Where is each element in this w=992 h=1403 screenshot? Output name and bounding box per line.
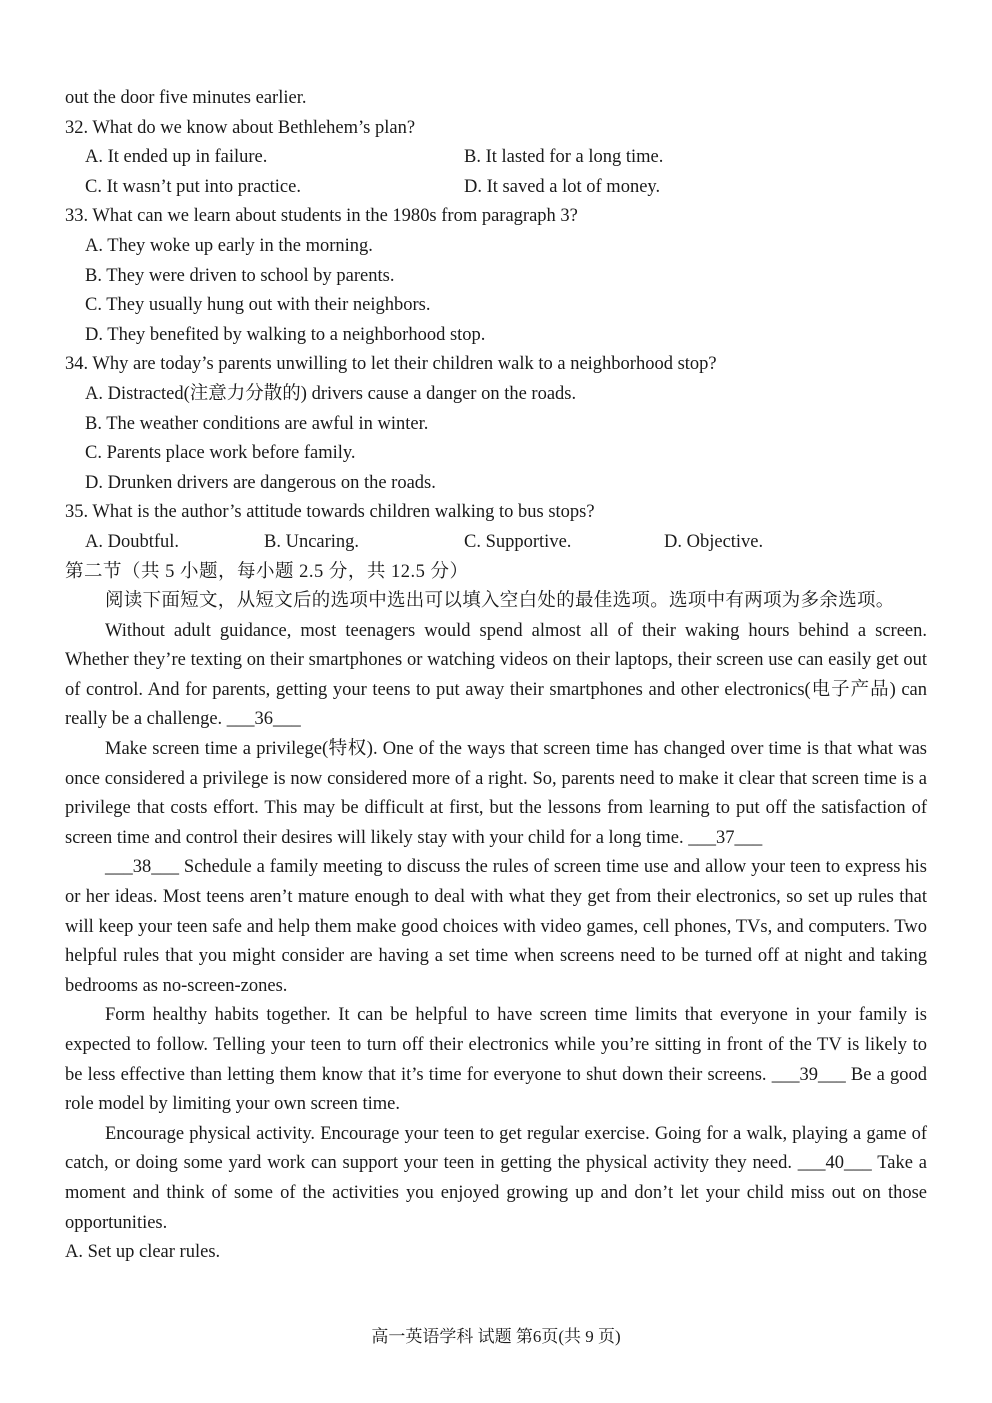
question-35-stem: 35. What is the author’s attitude towards children walking to bus stops? — [65, 502, 595, 523]
passage-paragraph-2: Make screen time a privilege(特权). One of the ways that screen time has changed over time is that what was once considered a privilege is now considered more of a right. So, parents need to make it clear that screen time is a privilege that costs effort. This may be difficult at first, but the lessons from learning to put off the satisfaction of screen time and control their desires will likely stay with your child for a long time. ___37___ — [65, 739, 927, 848]
option-33-b: B. They were driven to school by parents. — [85, 265, 395, 286]
question-35-options-row — [65, 528, 927, 558]
option-35-c: C. Supportive. — [464, 531, 572, 552]
passage-paragraph-4: Form healthy habits together. It can be helpful to have screen time limits that everyone in your family is expected to follow. Telling your teen to turn off their electronics while you’re sitting in front of the TV is likely to be less effective than letting them know that it’s time for everyone to shut down their screens. ___39___ Be a good role model by limiting your own screen time. — [65, 1005, 927, 1115]
option-34-d: D. Drunken drivers are dangerous on the roads. — [85, 472, 436, 493]
option-32-d: D. It saved a lot of money. — [464, 176, 661, 197]
exam-page — [65, 84, 927, 1268]
option-32-c: C. It wasn’t put into practice. — [85, 176, 301, 197]
option-35-b: B. Uncaring. — [264, 531, 360, 552]
passage-paragraph-5: Encourage physical activity. Encourage your teen to get regular exercise. Going for a walk, playing a game of catch, or doing some yard work can support your teen in getting the physical activity they need. ___40___ Take a moment and think of some of the activities you enjoyed growing up and don’t let your child miss out on those opportunities. — [65, 1123, 927, 1233]
section-instructions: 阅读下面短文，从短文后的选项中选出可以填入空白处的最佳选项。选项中有两项为多余选项。 — [105, 591, 895, 612]
question-34-stem: 34. Why are today’s parents unwilling to let their children walk to a neighborhood stop? — [65, 354, 717, 375]
passage-paragraph-3: ___38___ Schedule a family meeting to discuss the rules of screen time use and allow your teen to express his or her ideas. Most teens aren’t mature enough to deal with what they get from their electronics, so set up rules that will keep your teen safe and help them make good choices with video games, cell phones, TVs, and computers. Two helpful rules that you might consider are having a set time when screens need to be turned off at night and taking bedrooms as no-screen-zones. — [65, 857, 927, 996]
question-32-stem: 32. What do we know about Bethlehem’s plan? — [65, 117, 416, 138]
section-title: 第二节（共 5 小题，每小题 2.5 分，共 12.5 分） — [65, 561, 469, 582]
answer-option-a: A. Set up clear rules. — [65, 1242, 221, 1263]
option-34-c: C. Parents place work before family. — [85, 443, 356, 464]
passage-paragraph-1: Without adult guidance, most teenagers would spend almost all of their waking hours behind a screen. Whether they’re texting on their smartphones or watching videos on their laptops, their screen use can easily get out of control. And for parents, getting your teens to put away their smartphones and other electronics(电子产品) can really be a challenge. ___36___ — [65, 620, 927, 730]
question-32-options-row-1 — [65, 143, 927, 173]
option-32-a: A. It ended up in failure. — [85, 147, 268, 168]
question-33-stem: 33. What can we learn about students in the 1980s from paragraph 3? — [65, 206, 578, 227]
carryover-line: out the door five minutes earlier. — [65, 88, 307, 108]
option-32-b: B. It lasted for a long time. — [464, 147, 664, 168]
option-35-d: D. Objective. — [664, 531, 764, 552]
option-35-a: A. Doubtful. — [85, 531, 180, 552]
page-footer: 高一英语学科 试题 第6页(共 9 页) — [371, 1327, 621, 1346]
option-34-a: A. Distracted(注意力分散的) drivers cause a danger on the roads. — [85, 383, 577, 404]
question-32-options-row-2 — [65, 173, 927, 203]
option-34-b: B. The weather conditions are awful in winter. — [85, 413, 429, 434]
option-33-a: A. They woke up early in the morning. — [85, 235, 373, 256]
option-33-c: C. They usually hung out with their neighbors. — [85, 295, 431, 316]
option-33-d: D. They benefited by walking to a neighborhood stop. — [85, 324, 486, 345]
